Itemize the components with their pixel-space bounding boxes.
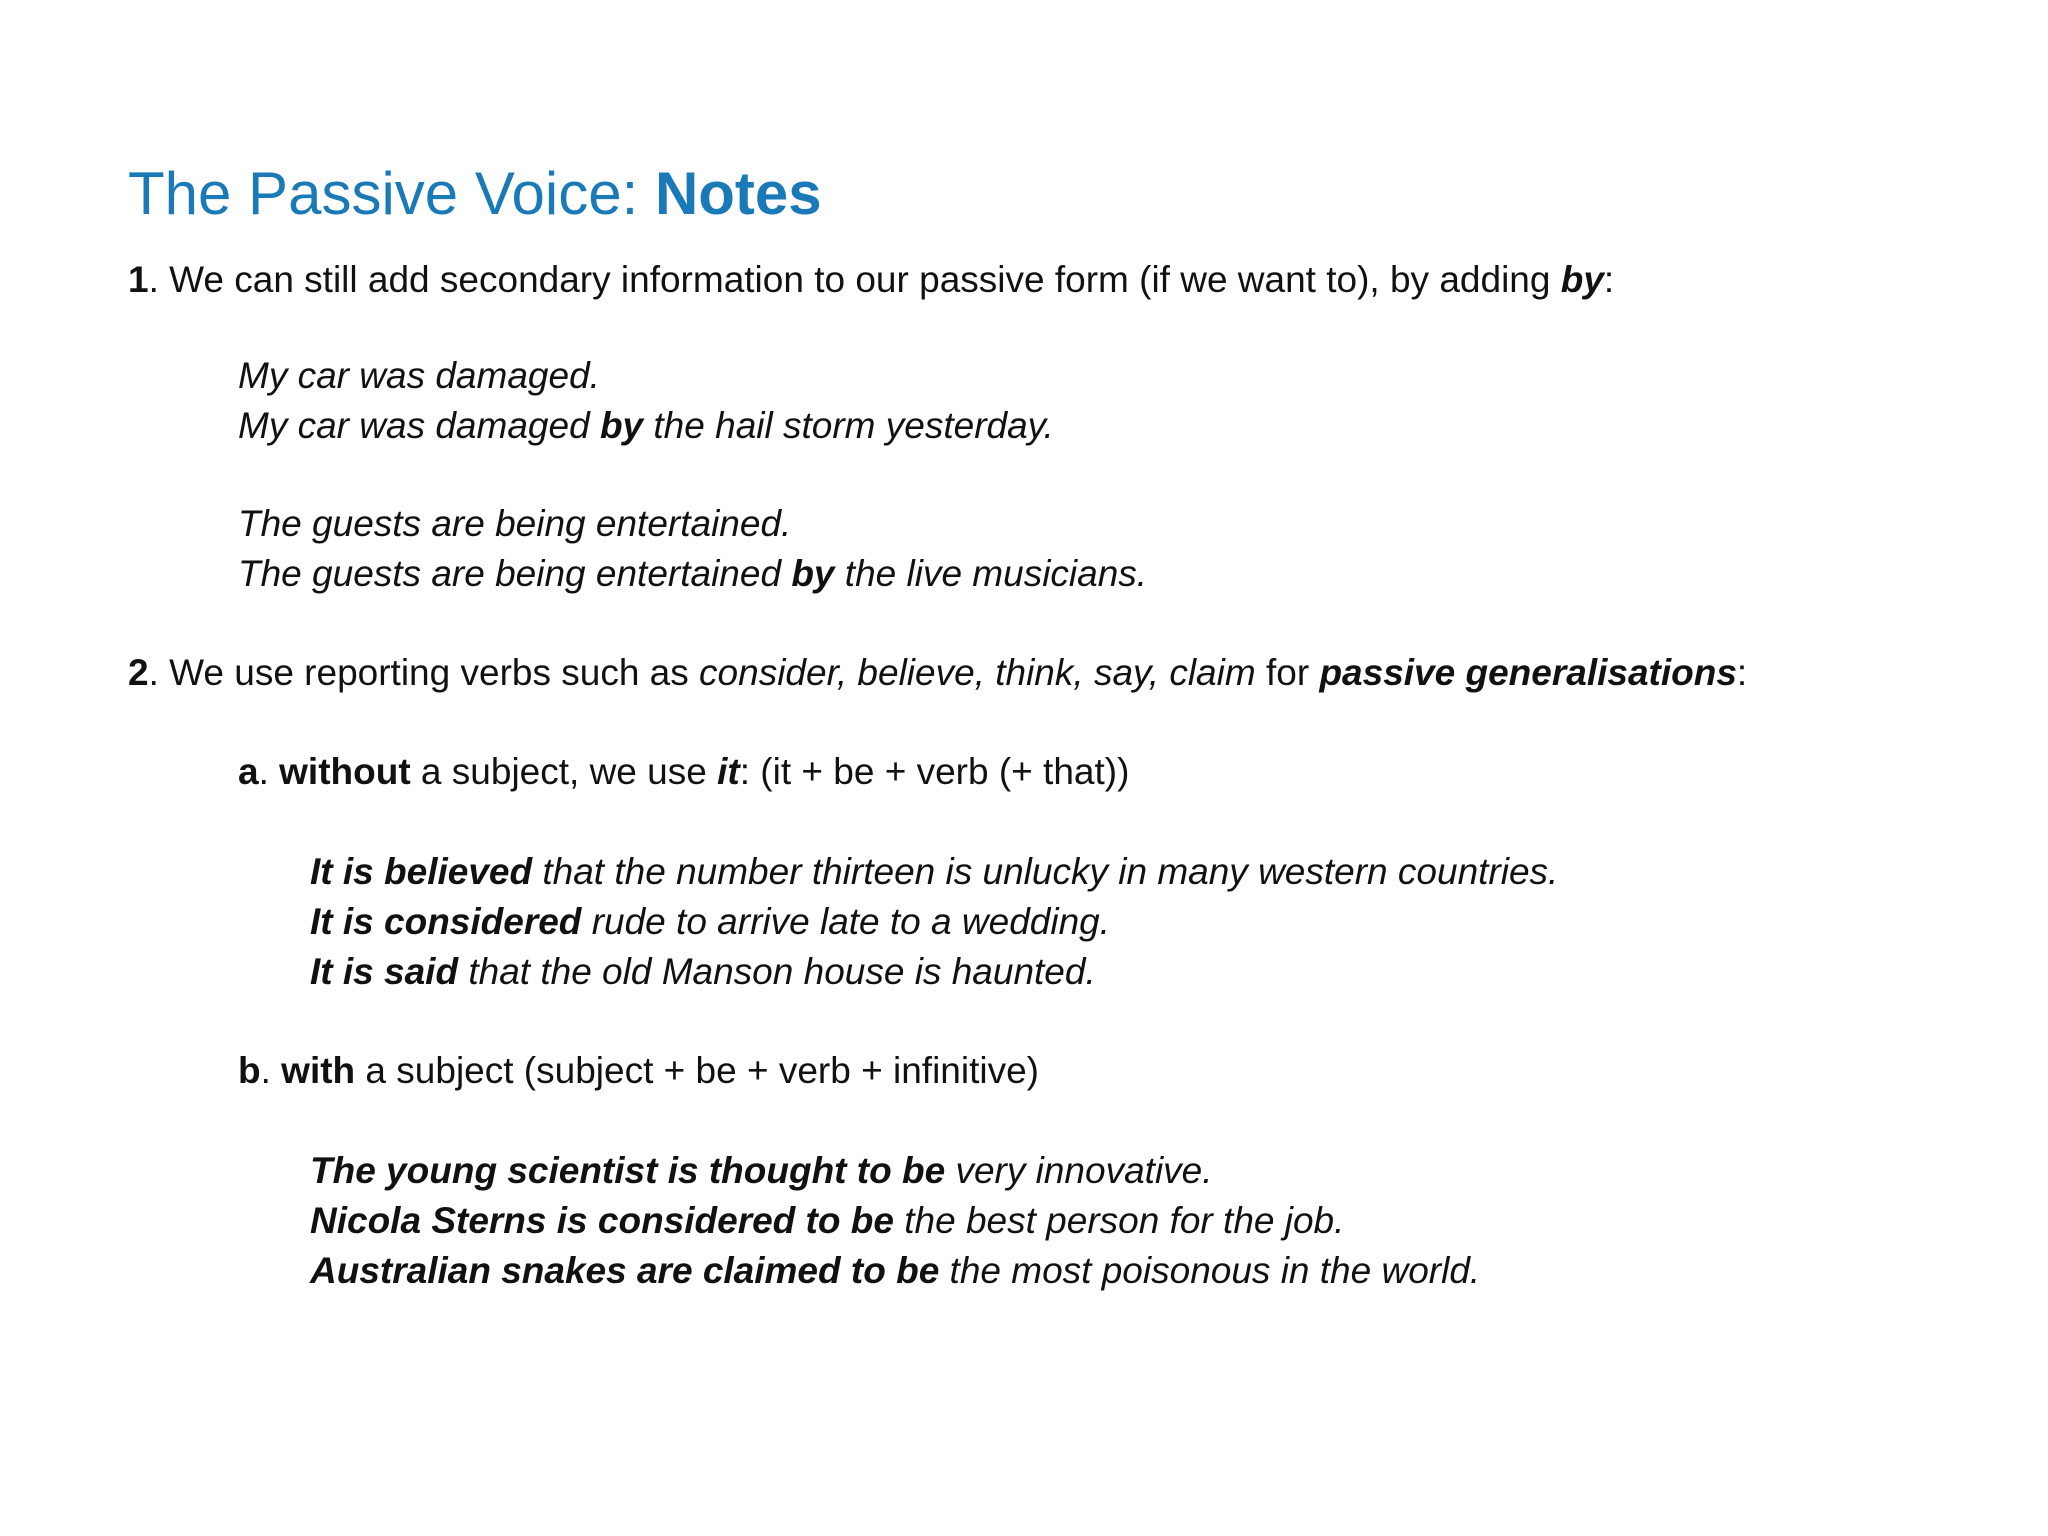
subpoint-b-heading [238,1048,1039,1094]
note-1-heading [128,257,1614,303]
example-bold: Australian snakes are claimed to be [310,1250,940,1291]
example-bold: It is believed [310,851,533,892]
example-rest: that the old Manson house is haunted. [458,951,1096,992]
example-bold: The young scientist is thought to be [310,1150,946,1191]
example-rest: that the number thirteen is unlucky in many western countries. [532,851,1559,892]
example-pre: My car was damaged [238,405,600,446]
example-pre: My car was damaged. [238,355,600,396]
subpoint-a-keyword: it [717,751,740,792]
subpoint-a-letter: a [238,751,259,792]
subpoint-b-text: a subject (subject + be + verb + infinitive) [355,1050,1039,1091]
example-line [310,949,1096,995]
note-1-number: 1 [128,259,149,300]
note-1-text: . We can still add secondary information to our passive form (if we want to), by adding [148,259,1561,300]
subpoint-b-bold: with [281,1050,356,1091]
title-lead: The Passive Voice: [128,160,655,227]
note-2-number: 2 [128,652,149,693]
example-pre: The guests are being entertained [238,553,792,594]
note-1-keyword: by [1560,259,1604,300]
title-bold: Notes [654,160,822,227]
example-line [238,403,1054,449]
example-line [310,1198,1344,1244]
note-2-for: for [1255,652,1320,693]
subpoint-a-bold: without [279,751,411,792]
example-post: the hail storm yesterday. [643,405,1054,446]
subpoint-a-text: a subject, we use [410,751,718,792]
example-line [238,551,1147,597]
subpoint-a-end: : (it + be + verb (+ that)) [739,751,1130,792]
note-2-verbs: consider, believe, think, say, claim [699,652,1256,693]
example-line [238,353,600,399]
example-rest: very innovative. [945,1150,1213,1191]
example-post: the live musicians. [834,553,1148,594]
example-line [238,501,791,547]
note-2-text: . We use reporting verbs such as [148,652,700,693]
example-bold: It is considered [310,901,582,942]
note-2-keyword: passive generalisations [1319,652,1737,693]
example-rest: the best person for the job. [893,1200,1345,1241]
example-pre: The guests are being entertained. [238,503,792,544]
example-rest: the most poisonous in the world. [939,1250,1481,1291]
example-line [310,1148,1213,1194]
subpoint-b-dot: . [260,1050,282,1091]
example-bold: by [599,405,644,446]
example-line [310,1248,1480,1294]
example-line [310,849,1558,895]
example-bold: It is said [310,951,459,992]
example-rest: rude to arrive late to a wedding. [581,901,1111,942]
example-line [310,899,1110,945]
subpoint-a-dot: . [258,751,280,792]
note-1-end: : [1603,259,1615,300]
example-bold: by [791,553,835,594]
subpoint-a-heading [238,749,1129,795]
note-2-end: : [1736,652,1748,693]
example-bold: Nicola Sterns is considered to be [310,1200,894,1241]
page-title [128,158,822,230]
subpoint-b-letter: b [238,1050,261,1091]
note-2-heading [128,650,1747,696]
